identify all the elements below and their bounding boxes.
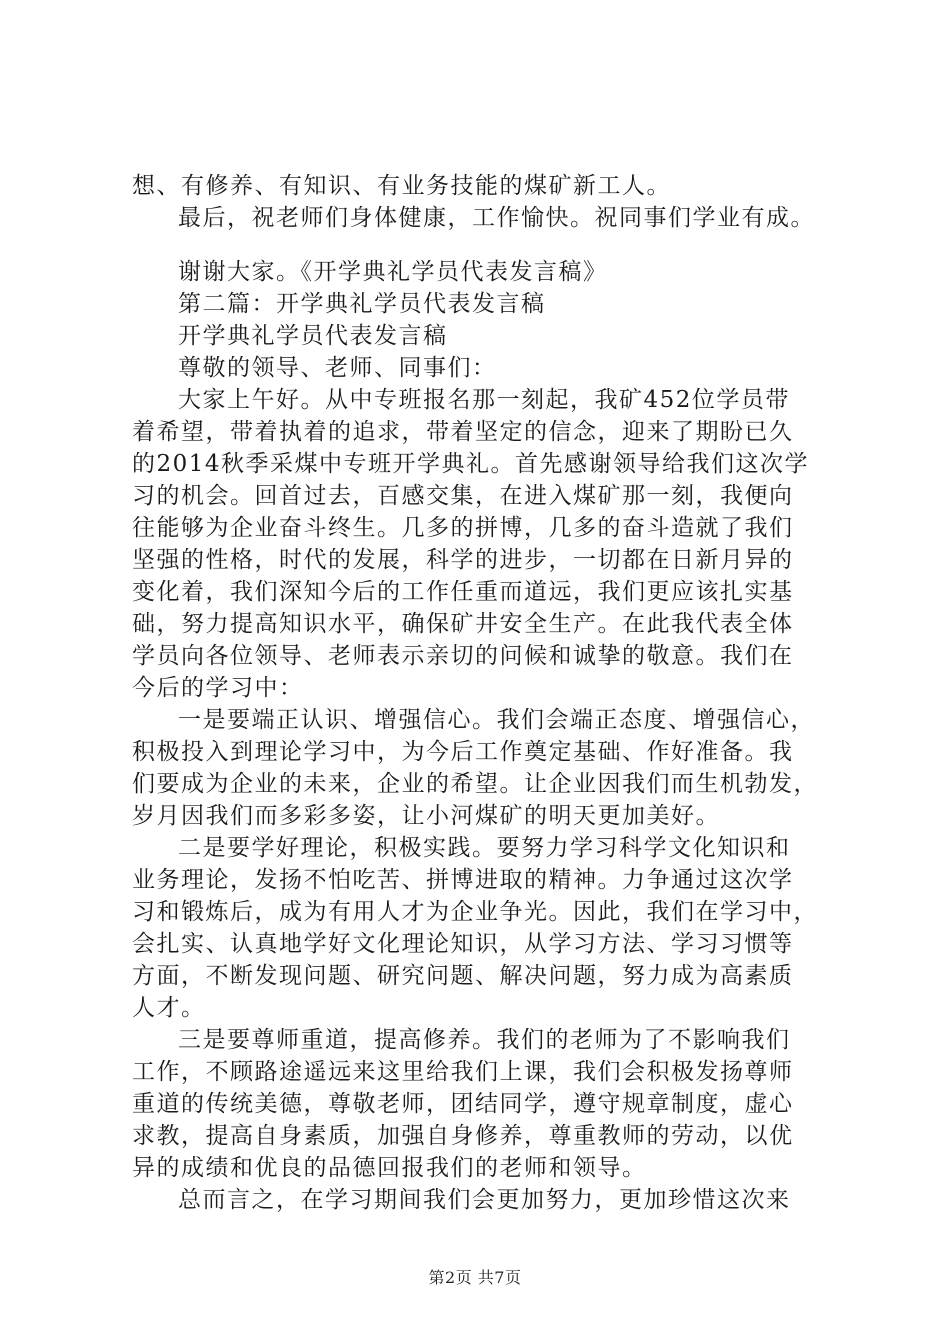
text-line: 大家上午好。从中专班报名那一刻起，我矿452位学员带 [178, 387, 790, 413]
document-body [132, 170, 832, 1216]
text-line: 方面，不断发现问题、研究问题、解决问题，努力成为高素质 [132, 963, 794, 989]
text-line: 异的成绩和优良的品德回报我们的老师和领导。 [132, 1155, 647, 1181]
text-line: 会扎实、认真地学好文化理论知识，从学习方法、学习习惯等 [132, 931, 794, 957]
page-number: 第2页 共7页 [428, 1268, 522, 1287]
text-line: 二是要学好理论，积极实践。要努力学习科学文化知识和 [178, 835, 791, 861]
text-line: 三是要尊师重道，提高修养。我们的老师为了不影响我们 [178, 1027, 791, 1053]
text-line: 习和锻炼后，成为有用人才为企业争光。因此，我们在学习中， [132, 899, 818, 925]
text-line: 尊敬的领导、老师、同事们： [178, 355, 497, 381]
text-line: 积极投入到理论学习中，为今后工作奠定基础、作好准备。我 [132, 739, 794, 765]
text-line: 坚强的性格，时代的发展，科学的进步，一切都在日新月异的 [132, 547, 794, 573]
text-line: 工作，不顾路途遥远来这里给我们上课，我们会积极发扬尊师 [132, 1059, 794, 1085]
text-line: 想、有修养、有知识、有业务技能的煤矿新工人。 [132, 173, 671, 199]
text-line: 学员向各位领导、老师表示亲切的问候和诚挚的敬意。我们在 [132, 643, 794, 669]
text-line: 第二篇：开学典礼学员代表发言稿 [178, 291, 546, 317]
text-line: 着希望，带着执着的追求，带着坚定的信念，迎来了期盼已久 [132, 419, 794, 445]
text-line: 的2014秋季采煤中专班开学典礼。首先感谢领导给我们这次学 [132, 451, 810, 477]
text-line: 一是要端正认识、增强信心。我们会端正态度、增强信心， [178, 707, 815, 733]
text-line: 习的机会。回首过去，百感交集，在进入煤矿那一刻，我便向 [132, 483, 794, 509]
text-line: 最后，祝老师们身体健康，工作愉快。祝同事们学业有成。 [178, 205, 815, 231]
text-line: 开学典礼学员代表发言稿 [178, 323, 448, 349]
text-line: 础，努力提高知识水平，确保矿井安全生产。在此我代表全体 [132, 611, 794, 637]
text-line: 重道的传统美德，尊敬老师，团结同学，遵守规章制度，虚心 [132, 1091, 794, 1117]
text-line: 人才。 [132, 995, 206, 1021]
text-line: 总而言之，在学习期间我们会更加努力，更加珍惜这次来 [178, 1187, 791, 1213]
text-line: 业务理论，发扬不怕吃苦、拼博进取的精神。力争通过这次学 [132, 867, 794, 893]
text-line: 往能够为企业奋斗终生。几多的拼博，几多的奋斗造就了我们 [132, 515, 794, 541]
text-line: 们要成为企业的未来，企业的希望。让企业因我们而生机勃发， [132, 771, 818, 797]
text-line: 岁月因我们而多彩多姿，让小河煤矿的明天更加美好。 [132, 803, 720, 829]
text-line: 变化着，我们深知今后的工作任重而道远，我们更应该扎实基 [132, 579, 794, 605]
text-line: 今后的学习中： [132, 675, 304, 701]
text-line: 求教，提高自身素质，加强自身修养，尊重教师的劳动，以优 [132, 1123, 794, 1149]
text-line: 谢谢大家。《开学典礼学员代表发言稿》 [178, 259, 608, 285]
paragraph-gap [132, 234, 832, 256]
